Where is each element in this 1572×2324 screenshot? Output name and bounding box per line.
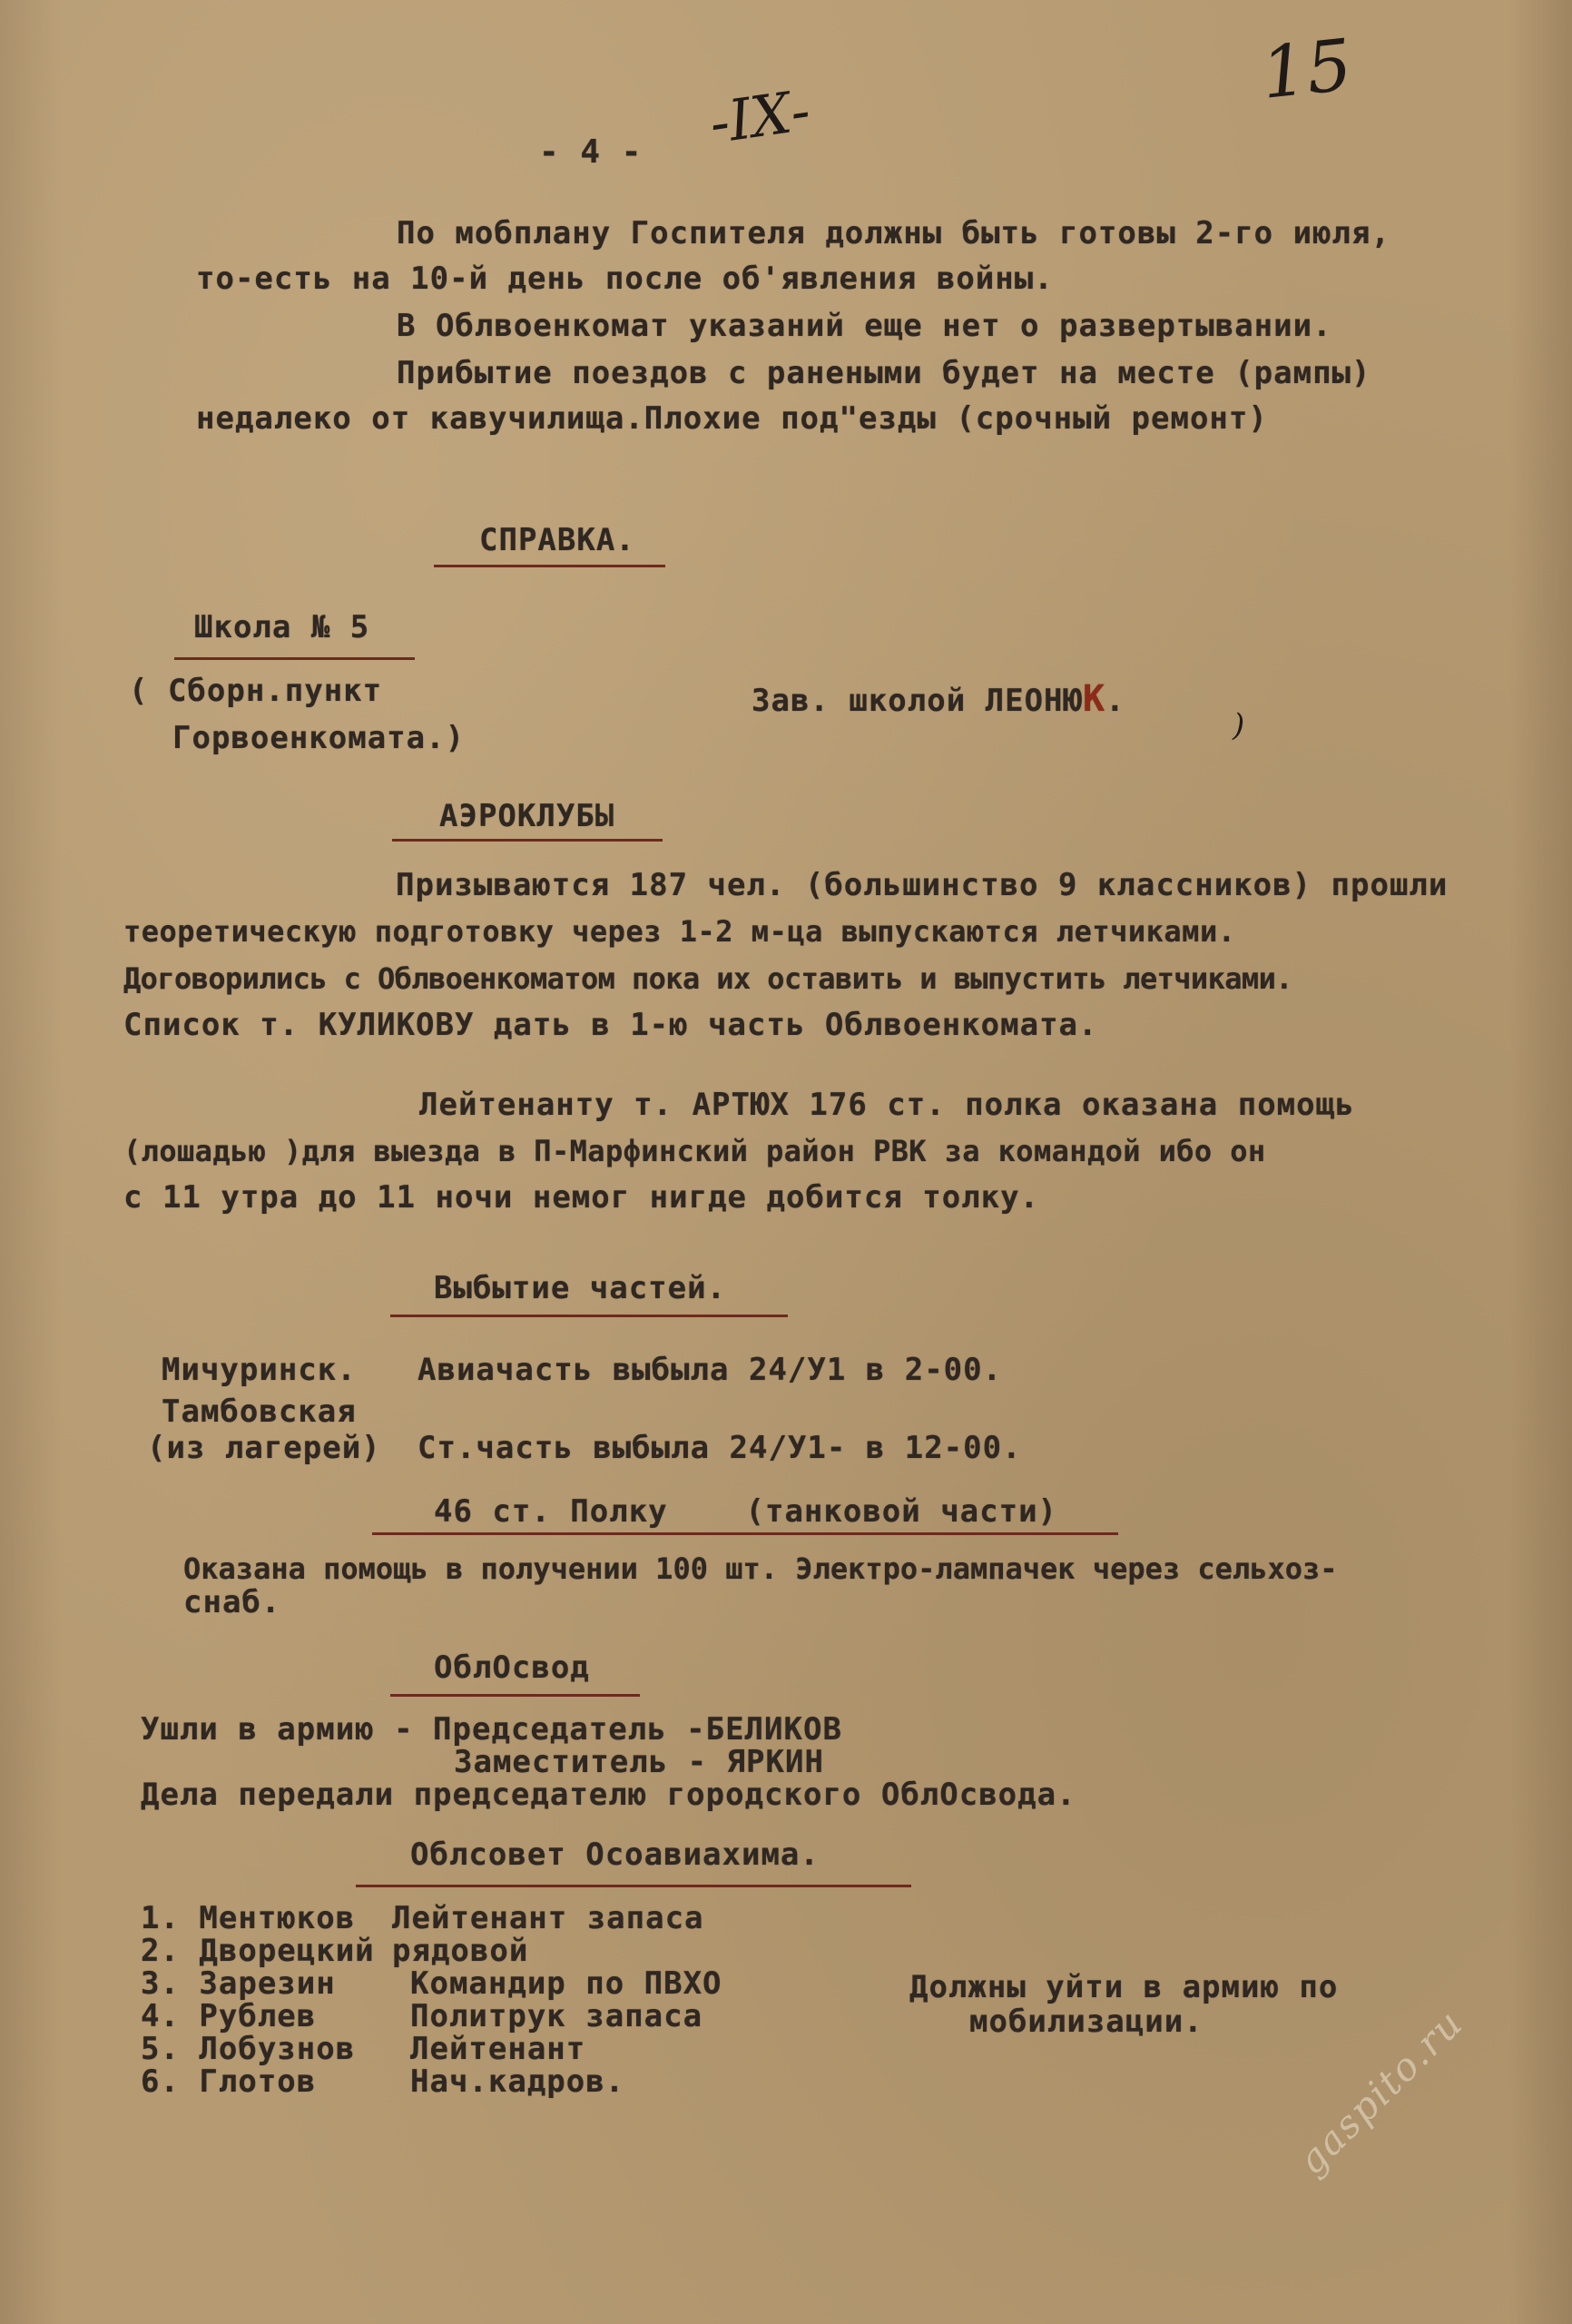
site-watermark: gaspito.ru xyxy=(1289,2000,1472,2183)
aeroclubs-line-2: теоретическую подготовку через 1-2 м-ца выпускаются летчиками. xyxy=(123,914,1236,949)
artyukh-line-1: Лейтенанту т. АРТЮХ 176 ст. полка оказана помощь xyxy=(419,1087,1355,1123)
school-note-line-2: Горвоенкомата.) xyxy=(172,720,466,756)
member-3-name: 3. Зарезин xyxy=(141,1965,336,2002)
departure-place-2a: Тамбовская xyxy=(162,1393,357,1430)
member-4-name: 4. Рублев xyxy=(141,1998,317,2034)
regiment46-underline xyxy=(372,1532,1118,1535)
intro-line-2: то-есть на 10-й день после об'явления войны. xyxy=(196,261,1054,297)
osoaviakhim-underline xyxy=(356,1885,911,1887)
member-1-name: 1. Ментюков xyxy=(141,1900,356,1936)
aeroclubs-line-4: Список т. КУЛИКОВУ дать в 1-ю часть Облвоенкомата. xyxy=(123,1007,1098,1043)
aeroclubs-underline xyxy=(392,839,663,842)
regiment46-line-2: снаб. xyxy=(183,1584,281,1620)
intro-line-1: По мобплану Госпителя должны быть готовы 2-го июля, xyxy=(397,215,1390,251)
regiment46-line-1: Оказана помощь в получении 100 шт. Электро-лампачек через сельхоз- xyxy=(183,1551,1338,1586)
school-head-end: . xyxy=(1105,683,1125,719)
departure-place-1: Мичуринск. xyxy=(162,1352,357,1388)
school-note-line-1: ( Сборн.пункт xyxy=(129,673,383,709)
intro-line-3: В Облвоенкомат указаний еще нет о развертывании. xyxy=(397,308,1332,344)
member-6-name: 6. Глотов xyxy=(141,2063,317,2100)
intro-line-4: Прибытие поездов с ранеными будет на месте (рампы) xyxy=(397,355,1371,391)
osoaviakhim-note-line-1: Должны уйти в армию по xyxy=(909,1969,1339,2005)
member-5-name: 5. Лобузнов xyxy=(141,2031,356,2067)
spravka-heading: СПРАВКА. xyxy=(479,522,635,558)
spravka-underline xyxy=(434,565,665,567)
handwritten-paren: ) xyxy=(1233,707,1245,743)
oblosvod-heading: ОблОсвод xyxy=(434,1649,590,1686)
departure-text-1: Авиачасть выбыла 24/У1 в 2-00. xyxy=(418,1352,1003,1388)
oblosvod-underline xyxy=(390,1694,640,1697)
aeroclubs-line-1: Призываются 187 чел. (большинство 9 классников) прошли xyxy=(396,867,1449,903)
osoaviakhim-heading: Облсовет Осоавиахима. xyxy=(410,1837,820,1873)
school-head-red-correction: К xyxy=(1083,678,1106,720)
departure-heading: Выбытие частей. xyxy=(434,1270,727,1306)
departure-text-2: Ст.часть выбыла 24/У1- в 12-00. xyxy=(418,1430,1022,1466)
member-2-name: 2. Дворецкий xyxy=(141,1933,375,1969)
member-3-role: Командир по ПВХО xyxy=(410,1965,722,2002)
school-heading: Школа № 5 xyxy=(194,609,370,645)
folio-number: 15 xyxy=(1257,25,1356,115)
school-underline xyxy=(174,657,415,660)
member-2-role: рядовой xyxy=(392,1933,529,1969)
oblosvod-line-2: Заместитель - ЯРКИН xyxy=(454,1744,824,1780)
school-head-label: Зав. школой ЛЕОНЮ xyxy=(752,683,1083,719)
aeroclubs-heading: АЭРОКЛУБЫ xyxy=(439,798,615,834)
regiment46-heading: 46 ст. Полку (танковой части) xyxy=(434,1493,1058,1530)
oblosvod-line-3: Дела передали председателю городского ОблОсвода. xyxy=(141,1777,1076,1813)
member-4-role: Политрук запаса xyxy=(410,1998,703,2034)
handwritten-section-mark: -ΙΧ- xyxy=(705,76,815,157)
osoaviakhim-note-line-2: мобилизации. xyxy=(969,2004,1204,2040)
member-5-role: Лейтенант xyxy=(410,2031,586,2067)
member-1-role: Лейтенант запаса xyxy=(392,1900,704,1936)
departure-underline xyxy=(390,1315,788,1317)
artyukh-line-2: (лошадью )для выезда в П-Марфинский район РВК за командой ибо он xyxy=(123,1134,1266,1168)
page-number: - 4 - xyxy=(539,133,643,171)
intro-line-5: недалеко от кавучилища.Плохие под"езды (срочный ремонт) xyxy=(196,400,1268,437)
oblosvod-line-1: Ушли в армию - Председатель -БЕЛИКОВ xyxy=(141,1711,842,1748)
school-head xyxy=(752,678,1125,720)
member-6-role: Нач.кадров. xyxy=(410,2063,625,2100)
departure-place-2b: (из лагерей) xyxy=(147,1430,381,1466)
artyukh-line-3: с 11 утра до 11 ночи немог нигде добится толку. xyxy=(123,1179,1040,1216)
aeroclubs-line-3: Договорились с Облвоенкоматом пока их оставить и выпустить летчиками. xyxy=(123,961,1292,996)
